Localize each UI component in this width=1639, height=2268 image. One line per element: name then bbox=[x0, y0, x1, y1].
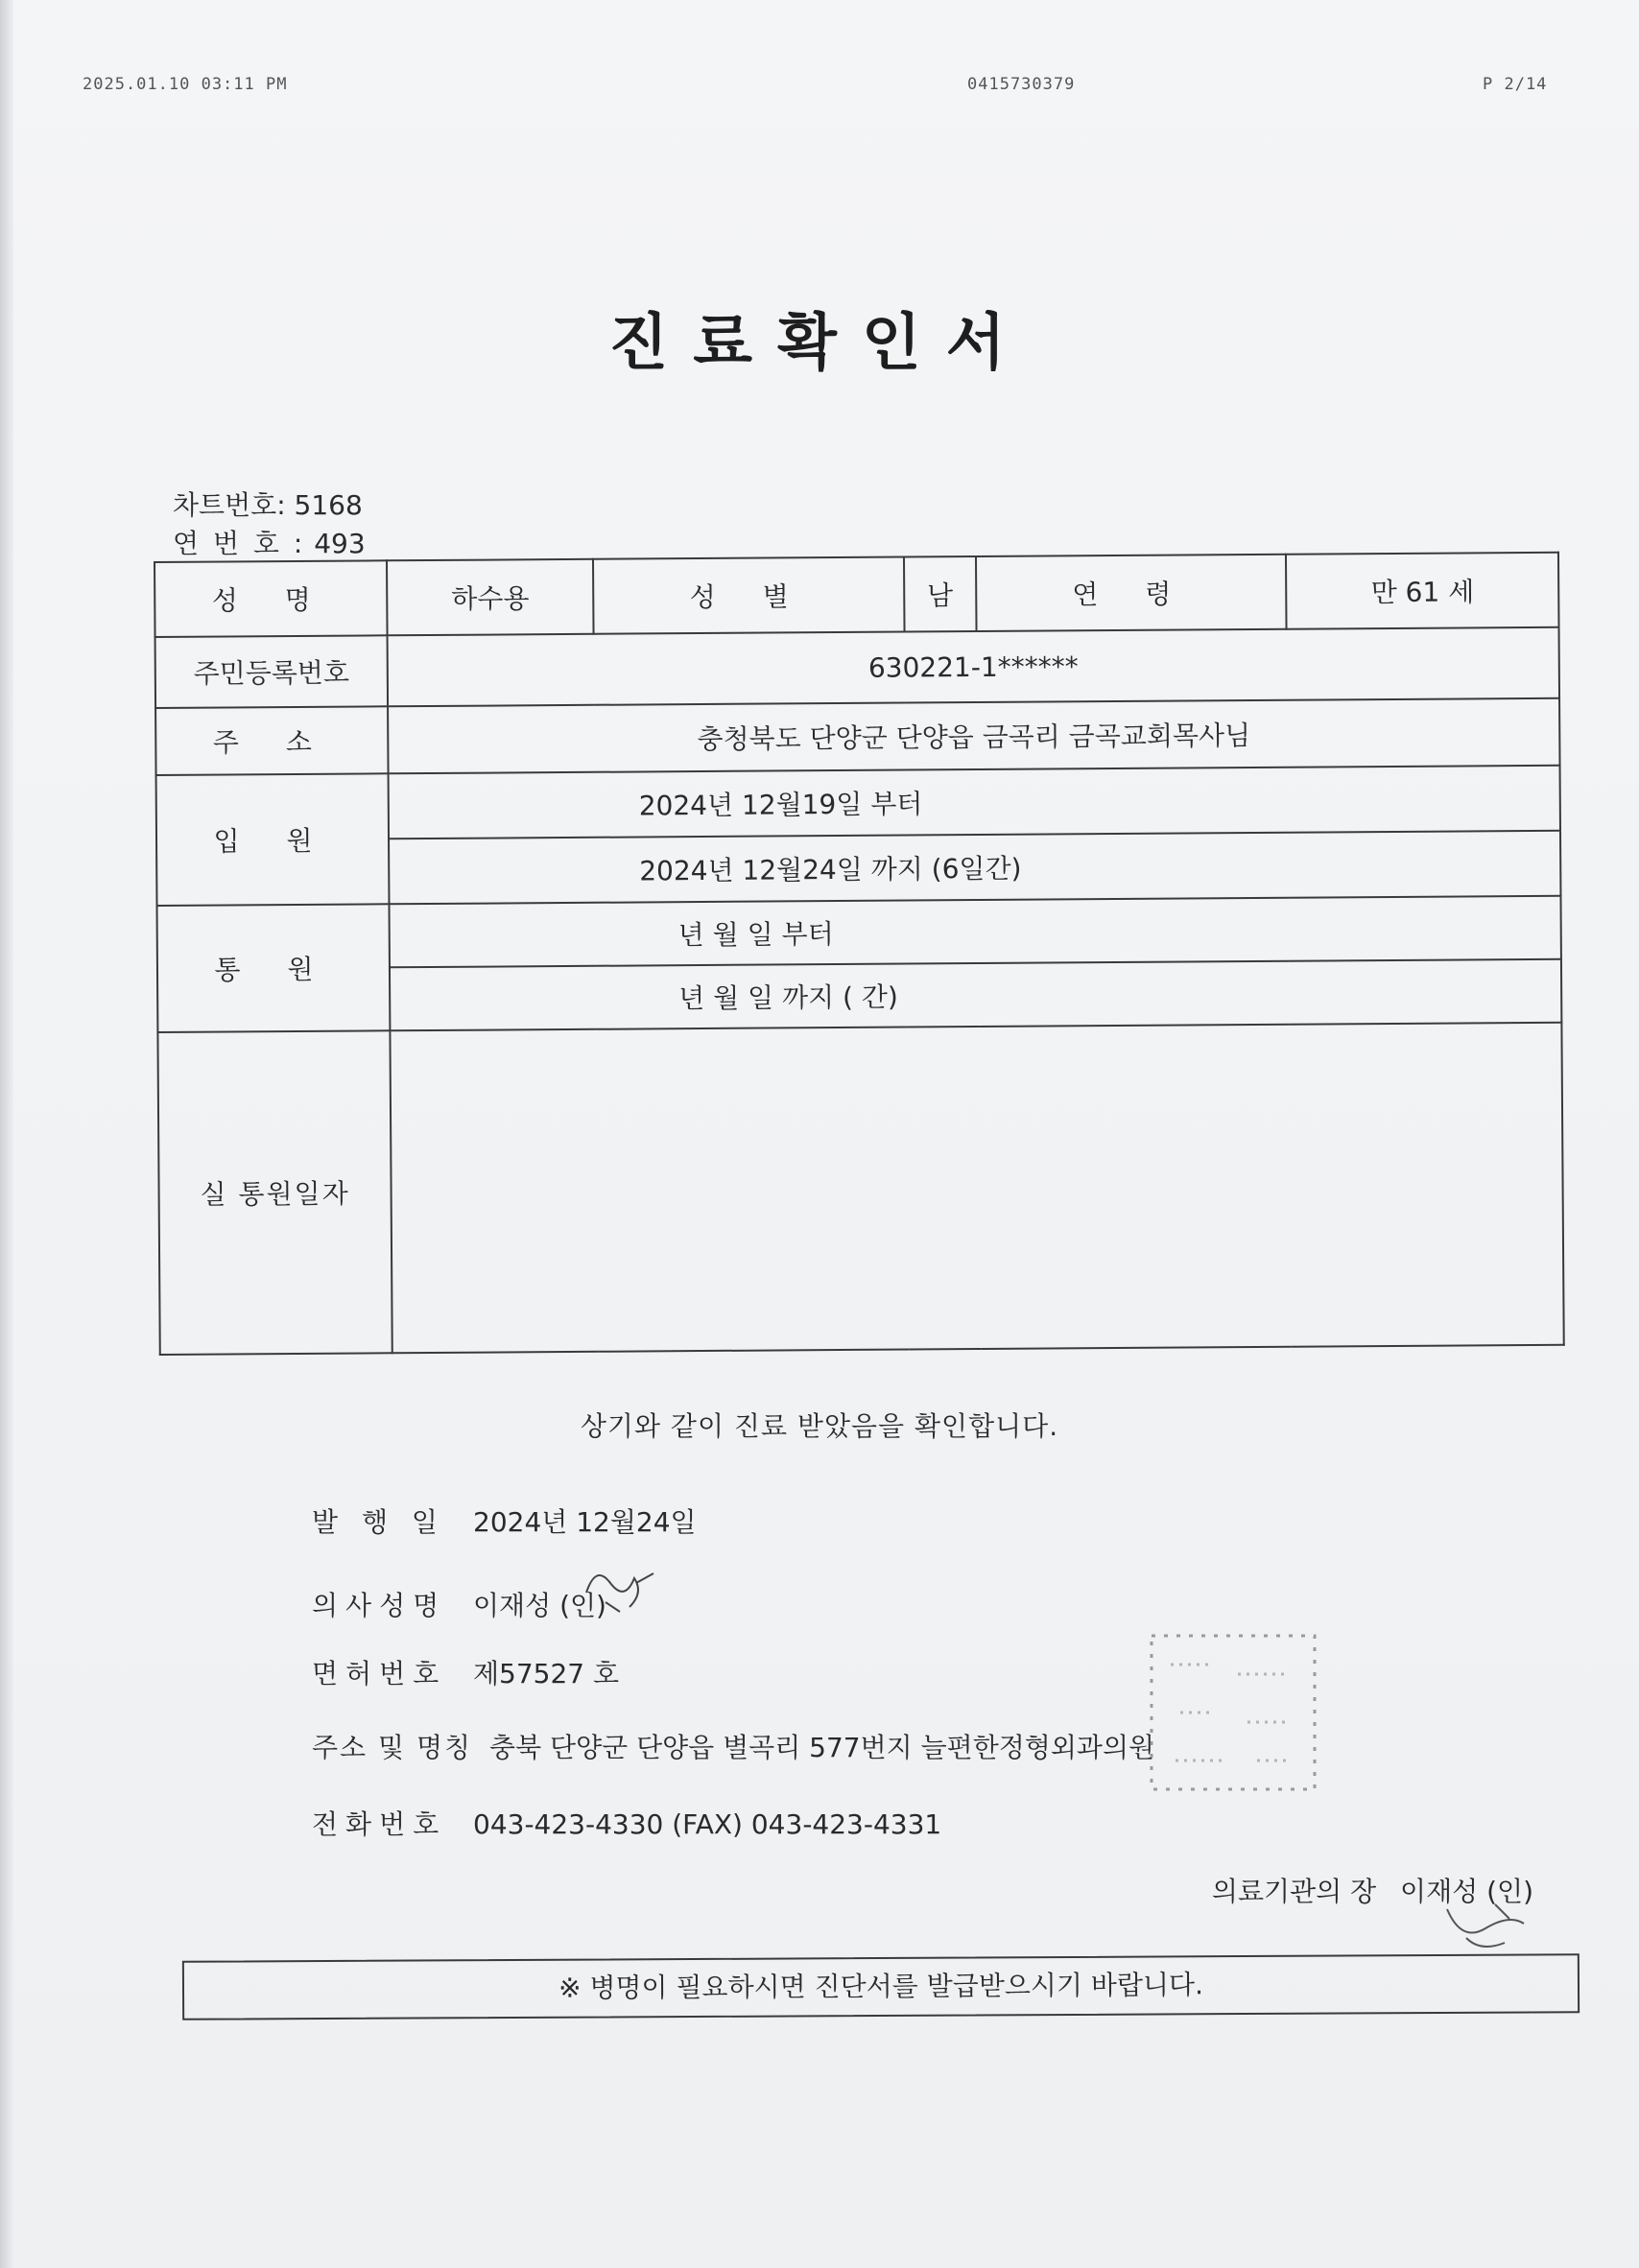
chart-number-value: 5168 bbox=[294, 489, 363, 521]
phone-label: 전화번호 bbox=[312, 1808, 447, 1840]
doctor-signature-icon bbox=[615, 1578, 701, 1636]
inpatient-from: 2024년 12월19일 부터 bbox=[389, 766, 1560, 839]
license-row bbox=[312, 1653, 619, 1691]
doctor-label: 의사성명 bbox=[312, 1590, 447, 1621]
serial-number bbox=[173, 523, 366, 561]
chart-number-label: 차트번호: bbox=[173, 489, 286, 521]
serial-number-value: 493 bbox=[314, 528, 366, 559]
actual-visit-label: 실 통원일자 bbox=[157, 1030, 392, 1355]
phone-row bbox=[312, 1804, 941, 1842]
issue-date-value: 2024년 12월24일 bbox=[473, 1506, 697, 1538]
outpatient-from: 년 월 일 부터 bbox=[390, 896, 1561, 968]
clinic-stamp-icon bbox=[1142, 1626, 1324, 1799]
chart-number bbox=[173, 484, 363, 523]
license-value: 제57527 호 bbox=[473, 1658, 620, 1689]
rrn-value: 630221-1****** bbox=[388, 627, 1559, 707]
doctor-seal-text: (인) bbox=[559, 1590, 606, 1621]
actual-visit-value bbox=[390, 1023, 1563, 1354]
license-label: 면허번호 bbox=[312, 1658, 447, 1689]
clinic-address-row bbox=[312, 1727, 1154, 1765]
outpatient-label: 통 원 bbox=[157, 904, 391, 1032]
address-label: 주 소 bbox=[155, 706, 388, 775]
sex-value: 남 bbox=[904, 556, 977, 632]
fax-number: 0415730379 bbox=[967, 75, 1076, 94]
age-label: 연 령 bbox=[976, 555, 1287, 631]
inpatient-to: 2024년 12월24일 까지 (6일간) bbox=[389, 831, 1560, 905]
outpatient-to: 년 월 일 까지 ( 간) bbox=[390, 959, 1561, 1031]
phone-value: 043-423-4330 (FAX) 043-423-4331 bbox=[473, 1808, 942, 1840]
head-label: 의료기관의 장 bbox=[1211, 1876, 1377, 1907]
doctor-value: 이재성 bbox=[473, 1590, 552, 1621]
fax-page: P 2/14 bbox=[1483, 75, 1548, 94]
notice-box: ※ 병명이 필요하시면 진단서를 발급받으시기 바랍니다. bbox=[182, 1953, 1580, 2020]
name-label: 성 명 bbox=[154, 560, 388, 637]
address-value: 충청북도 단양군 단양읍 금곡리 금곡교회목사님 bbox=[388, 698, 1559, 774]
issue-date-label: 발 행 일 bbox=[312, 1506, 445, 1538]
head-signature-icon bbox=[1437, 1890, 1543, 1957]
name-value: 하수용 bbox=[387, 559, 594, 636]
doctor-row bbox=[312, 1578, 701, 1636]
head-seal-text: (인) bbox=[1486, 1876, 1533, 1907]
serial-number-label: 연 번 호 : bbox=[173, 528, 306, 559]
patient-form-table bbox=[154, 552, 1565, 1356]
age-value: 만 61 세 bbox=[1286, 553, 1558, 629]
confirmation-text: 상기와 같이 진료 받았음을 확인합니다. bbox=[580, 1410, 1059, 1442]
fax-datetime: 2025.01.10 03:11 PM bbox=[83, 75, 288, 94]
head-name: 이재성 bbox=[1400, 1876, 1479, 1907]
issue-date-row bbox=[312, 1501, 697, 1540]
document-title: 진료확인서 bbox=[608, 308, 1031, 379]
clinic-address-value: 충북 단양군 단양읍 별곡리 577번지 늘편한정형외과의원 bbox=[489, 1732, 1155, 1763]
clinic-address-label: 주소 및 명칭 bbox=[312, 1732, 473, 1763]
sex-label: 성 별 bbox=[593, 557, 904, 634]
inpatient-label: 입 원 bbox=[156, 773, 390, 906]
rrn-label: 주민등록번호 bbox=[155, 635, 389, 708]
head-signature-row bbox=[1212, 1871, 1533, 1909]
